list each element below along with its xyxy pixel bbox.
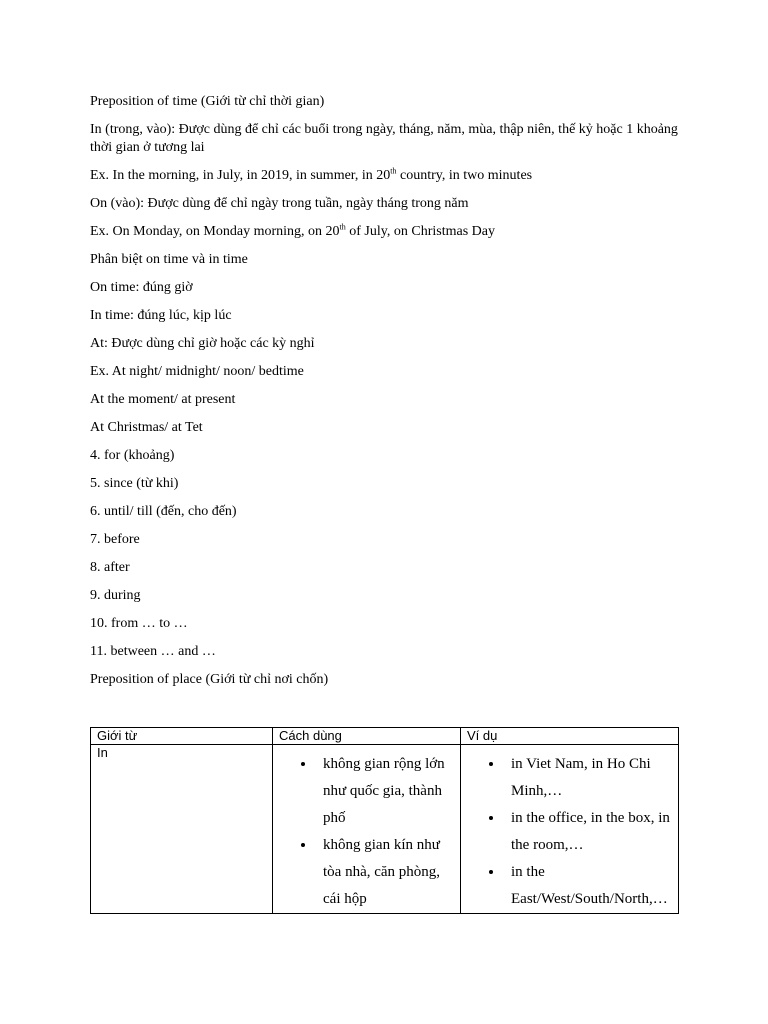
- table-row: [91, 745, 679, 914]
- paragraph-on-time: On time: đúng giờ: [90, 280, 193, 295]
- examples-list: [467, 751, 672, 913]
- list-item-during: 9. during: [90, 588, 141, 603]
- list-item-from-to: 10. from … to …: [90, 616, 188, 631]
- text-run: of July, on Christmas Day: [345, 224, 495, 239]
- cell-usage-in: [273, 745, 461, 914]
- cell-preposition-in: In: [91, 745, 273, 914]
- paragraph-at-christmas: At Christmas/ at Tet: [90, 420, 203, 435]
- column-header-usage: Cách dùng: [273, 728, 461, 745]
- section-heading-place: Preposition of place (Giới từ chỉ nơi chốn): [90, 672, 329, 687]
- list-item: • không gian kín như tòa nhà, căn phòng, cái hộp: [316, 832, 454, 913]
- text-run: country, in two minutes: [396, 168, 533, 183]
- preposition-table: [90, 727, 679, 914]
- list-item-before: 7. before: [90, 532, 140, 547]
- paragraph-on-examples: [90, 223, 680, 241]
- list-item: • in Viet Nam, in Ho Chi Minh,…: [504, 751, 672, 805]
- paragraph-on-usage: On (vào): Được dùng để chỉ ngày trong tuần, ngày tháng trong năm: [90, 196, 469, 211]
- text-run: Ex. On Monday, on Monday morning, on 20: [90, 224, 340, 239]
- list-item-between-and: 11. between … and …: [90, 644, 216, 659]
- list-item: • in the office, in the box, in the room,…: [504, 805, 672, 859]
- paragraph-on-vs-in-time: Phân biệt on time và in time: [90, 252, 248, 267]
- list-item-after: 8. after: [90, 560, 130, 575]
- cell-examples-in: [461, 745, 679, 914]
- paragraph-in-time: In time: đúng lúc, kịp lúc: [90, 308, 232, 323]
- column-header-example: Ví dụ: [461, 728, 679, 745]
- superscript: th: [390, 166, 397, 176]
- paragraph-at-examples: Ex. At night/ midnight/ noon/ bedtime: [90, 364, 304, 379]
- list-item-since: 5. since (từ khi): [90, 476, 179, 491]
- list-item-until: 6. until/ till (đến, cho đến): [90, 504, 237, 519]
- table-header-row: [91, 728, 679, 745]
- list-item: • in the East/West/South/North,…: [504, 859, 672, 913]
- list-item-for: 4. for (khoảng): [90, 448, 175, 463]
- superscript: th: [339, 222, 346, 232]
- list-item: • không gian rộng lớn như quốc gia, thành phố: [316, 751, 454, 832]
- usage-list: [279, 751, 454, 913]
- column-header-preposition: Giới từ: [91, 728, 273, 745]
- text-run: Ex. In the morning, in July, in 2019, in summer, in 20: [90, 168, 391, 183]
- paragraph-at-moment: At the moment/ at present: [90, 392, 236, 407]
- paragraph-in-usage: In (trong, vào): Được dùng để chỉ các buổi trong ngày, tháng, năm, mùa, thập niên, thế kỷ hoặc 1 khoảng thời gian ở tương lai: [90, 122, 678, 155]
- paragraph-in-examples: [90, 167, 680, 185]
- section-heading-time: Preposition of time (Giới từ chỉ thời gian): [90, 94, 325, 109]
- paragraph-at-usage: At: Được dùng chỉ giờ hoặc các kỳ nghỉ: [90, 336, 315, 351]
